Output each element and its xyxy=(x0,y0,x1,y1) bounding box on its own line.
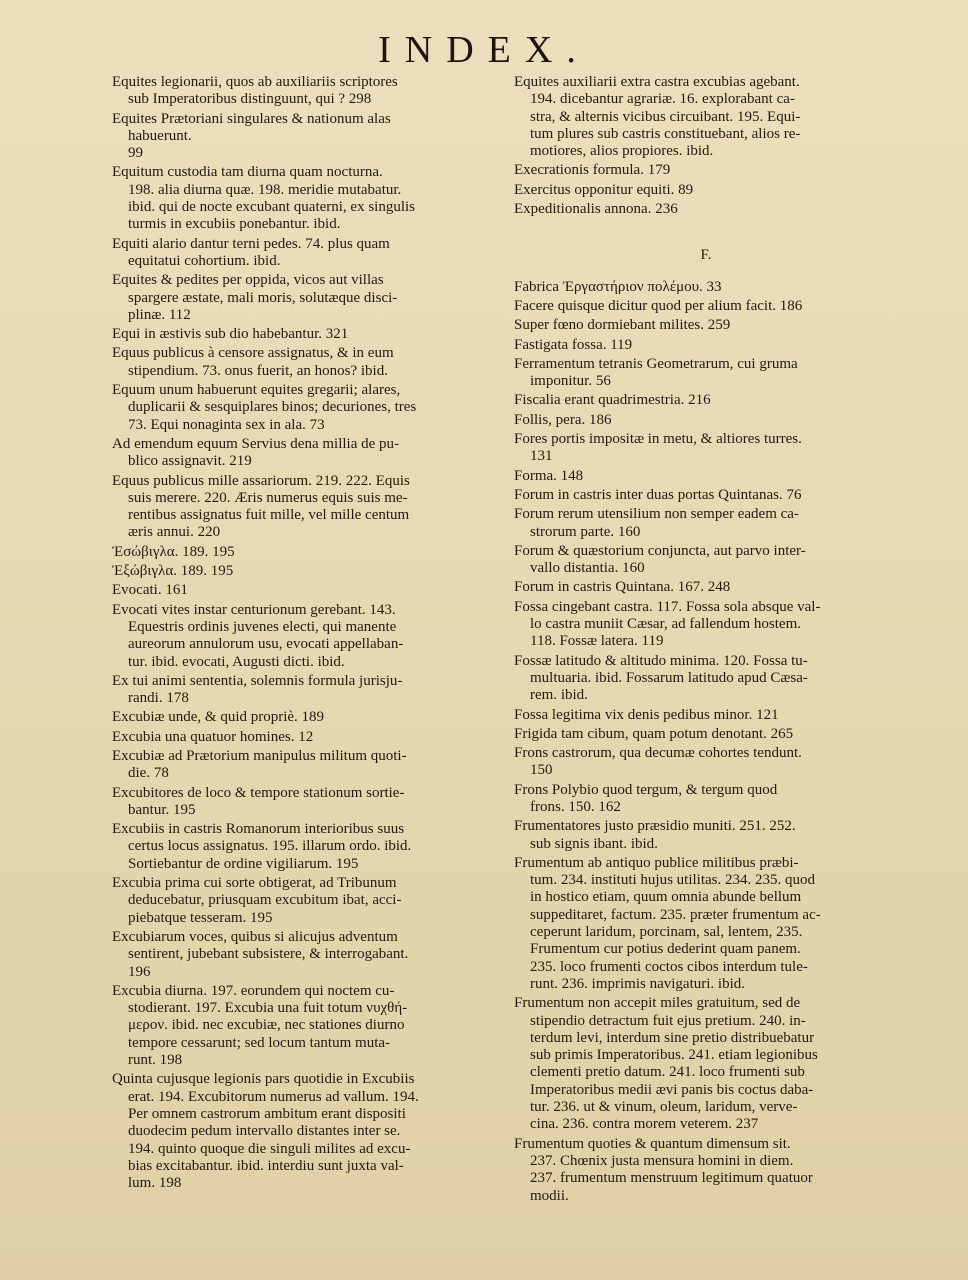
index-entry xyxy=(514,782,898,817)
index-entry xyxy=(112,748,490,783)
index-entry xyxy=(112,563,490,580)
index-entry xyxy=(112,544,490,561)
index-entry xyxy=(514,745,898,780)
index-entry xyxy=(112,272,490,324)
entry-line: Equites legionarii, quos ab auxiliariis scriptores xyxy=(112,74,398,90)
index-entry xyxy=(112,345,490,380)
entry-line: Frigida tam cibum, quam potum denotant. 265 xyxy=(514,725,794,742)
index-entry xyxy=(112,983,490,1069)
entry-line: imponitur. 56 xyxy=(530,373,611,390)
index-entry xyxy=(514,818,898,853)
index-entry xyxy=(112,111,490,163)
entry-line: Excubitores de loco & tempore stationum sortie- xyxy=(112,784,405,801)
index-entry xyxy=(112,164,490,233)
index-entry xyxy=(514,599,898,651)
entry-line: turmis in excubiis ponebantur. ibid. xyxy=(128,216,341,233)
entry-line: Frons castrorum, qua decumæ cohortes tendunt. xyxy=(514,745,802,762)
index-entry xyxy=(514,74,898,160)
entry-line: Excubiæ ad Prætorium manipulus militum quoti- xyxy=(112,747,407,764)
index-entry xyxy=(112,785,490,820)
entry-line: certus locus assignatus. 195. illarum ordo. ibid. xyxy=(128,838,412,855)
entry-line: Excubia prima cui sorte obtigerat, ad Tribunum xyxy=(112,875,397,892)
entry-line: Ex tui animi sententia, solemnis formula jurisju- xyxy=(112,672,403,689)
entry-line: die. 78 xyxy=(128,765,169,782)
index-entry xyxy=(112,382,490,434)
entry-line: Follis, pera. 186 xyxy=(514,411,612,428)
entry-line: cina. 236. contra morem veterem. 237 xyxy=(530,1116,759,1133)
entry-line: Equitum custodia tam diurna quam nocturna. xyxy=(112,164,383,181)
entry-line: motiores, alios propiores. ibid. xyxy=(530,143,714,160)
index-entry xyxy=(514,182,898,199)
entry-line: tum plures sub castris constituebant, alios re- xyxy=(530,125,801,142)
entry-line: 99 xyxy=(128,145,143,162)
entry-line: Execrationis formula. 179 xyxy=(514,162,671,179)
entry-line: rentibus assignatus fuit mille, vel mille centum xyxy=(128,507,410,524)
entry-line: 198. alia diurna quæ. 198. meridie mutabatur. xyxy=(128,181,402,198)
entry-line: habuerunt. xyxy=(128,127,192,144)
entry-line: rem. ibid. xyxy=(530,687,588,704)
entry-line: clementi pretio datum. 241. loco frumenti sub xyxy=(530,1064,805,1081)
entry-line: Equum unum habuerunt equites gregarii; alares, xyxy=(112,382,401,399)
entry-line: 237. frumentum menstruum legitimum quatuor xyxy=(530,1170,813,1187)
entry-line: Excubia diurna. 197. eorundem qui noctem cu- xyxy=(112,982,395,999)
entry-line: æris annui. 220 xyxy=(128,524,221,541)
index-entry xyxy=(112,236,490,271)
index-column-right xyxy=(514,74,898,1207)
index-entry xyxy=(112,929,490,981)
entry-line: ceperunt laridum, porcinam, sal, lentem, 235. xyxy=(530,924,803,941)
entry-line: Quinta cujusque legionis pars quotidie in Excubiis xyxy=(112,1071,415,1088)
entry-line: stra, & alternis vicibus circuibant. 195. Equi- xyxy=(530,108,801,125)
entry-line: Ad emendum equum Servius dena millia de pu- xyxy=(112,435,400,452)
index-entry xyxy=(112,602,490,671)
index-entry xyxy=(514,317,898,334)
entry-line: Fores portis impositæ in metu, & altiores turres. xyxy=(514,431,802,448)
entry-line: Excubiarum voces, quibus si alicujus adventum xyxy=(112,928,398,945)
entry-line: Forum & quæstorium conjuncta, aut parvo inter- xyxy=(514,542,806,559)
entry-line: Equus publicus mille assariorum. 219. 222. Equis xyxy=(112,472,410,489)
page-title: INDEX. xyxy=(378,29,590,71)
index-entry xyxy=(514,707,898,724)
entry-line: Excubia una quatuor homines. 12 xyxy=(112,728,314,745)
entry-line: suis merere. 220. Æris numerus equis suis me- xyxy=(128,489,408,506)
entry-line: equitatui cohortium. ibid. xyxy=(128,252,281,269)
entry-line: Frumentum ab antiquo publice militibus præbi- xyxy=(514,854,799,871)
index-entry xyxy=(514,356,898,391)
entry-line: modii. xyxy=(530,1187,569,1204)
entry-line: sub Imperatoribus distinguunt, qui ? 298 xyxy=(128,91,372,108)
entry-line: erat. 194. Excubitorum numerus ad vallum. 194. xyxy=(128,1088,419,1105)
index-entry xyxy=(514,298,898,315)
entry-line: duodecim pedum intervallo distantes inter se. xyxy=(128,1123,401,1140)
entry-line: vallo distantia. 160 xyxy=(530,560,645,577)
entry-line: Imperatoribus medii ævi panis bis coctus daba- xyxy=(530,1081,814,1098)
entry-line: 194. dicebantur agrariæ. 16. explorabant ca- xyxy=(530,91,795,108)
entry-line: 196 xyxy=(128,963,151,980)
index-entry xyxy=(514,412,898,429)
index-entry xyxy=(514,726,898,743)
entry-line: terdum levi, interdum sine pretio distribuebatur xyxy=(530,1029,815,1046)
index-entry xyxy=(514,201,898,218)
entry-line: Forum rerum utensilium non semper eadem ca- xyxy=(514,506,799,523)
index-entry xyxy=(112,582,490,599)
entry-line: Sortiebantur de ordine vigiliarum. 195 xyxy=(128,855,359,872)
entry-line: 150 xyxy=(530,762,553,779)
entry-line: Forum in castris inter duas portas Quintanas. 76 xyxy=(514,486,802,503)
entry-line: Equites & pedites per oppida, vicos aut villas xyxy=(112,272,384,289)
index-entry xyxy=(514,162,898,179)
entry-line: 235. loco frumenti coctos cibos interdum tule- xyxy=(530,958,808,975)
entry-line: tur. 236. ut & vinum, oleum, laridum, verve- xyxy=(530,1099,798,1116)
entry-line: Excubiæ unde, & quid propriè. 189 xyxy=(112,709,325,726)
index-entry xyxy=(112,875,490,927)
entry-line: 194. quinto quoque die singuli milites ad excu- xyxy=(128,1140,411,1157)
entry-line: blico assignavit. 219 xyxy=(128,453,252,470)
entry-line: sub signis ibant. ibid. xyxy=(530,835,658,852)
entry-line: stodierant. 197. Excubia una fuit totum νυχθή- xyxy=(128,1000,408,1017)
entry-line: aureorum annulorum usu, evocati appellaban- xyxy=(128,636,404,653)
index-entry xyxy=(112,729,490,746)
entry-line: tempore cessarunt; sed locum tantum muta- xyxy=(128,1034,391,1051)
entry-line: Excubiis in castris Romanorum interioribus suus xyxy=(112,821,405,838)
entry-line: runt. 198 xyxy=(128,1052,183,1069)
entry-line: piebatque tesseram. 195 xyxy=(128,909,273,926)
entry-line: Fossa legitima vix denis pedibus minor. 121 xyxy=(514,706,779,723)
entry-line: Expeditionalis annona. 236 xyxy=(514,201,678,218)
index-entry xyxy=(514,1136,898,1205)
entry-line: 73. Equi nonaginta sex in ala. 73 xyxy=(128,416,325,433)
entry-line: Facere quisque dicitur quod per alium facit. 186 xyxy=(514,297,803,314)
entry-line: Fabrica Ἐργαστήριον πολέμου. 33 xyxy=(514,278,722,295)
entry-line: Forma. 148 xyxy=(514,467,584,484)
entry-line: spargere æstate, mali moris, solutæque disci- xyxy=(128,289,398,306)
entry-line: multuaria. ibid. Fossarum latitudo apud Cæsa- xyxy=(530,669,808,686)
index-entry xyxy=(112,821,490,873)
entry-line: deducebatur, priusquam excubitum ibat, acci- xyxy=(128,892,402,909)
entry-line: Equites auxiliarii extra castra excubias agebant. xyxy=(514,74,800,90)
entry-line: sub primis Imperatoribus. 241. etiam legionibus xyxy=(530,1047,818,1064)
index-entry xyxy=(514,431,898,466)
index-entry xyxy=(514,468,898,485)
entry-line: Evocati. 161 xyxy=(112,582,188,599)
entry-line: sentirent, jubebant subsistere, & interrogabant. xyxy=(128,946,409,963)
index-column-left xyxy=(112,74,490,1194)
entry-line: frons. 150. 162 xyxy=(530,798,621,815)
entry-line: plinæ. 112 xyxy=(128,306,191,323)
index-entry xyxy=(514,506,898,541)
index-entry xyxy=(112,436,490,471)
entry-line: 118. Fossæ latera. 119 xyxy=(530,633,664,650)
entry-line: Forum in castris Quintana. 167. 248 xyxy=(514,579,731,596)
index-entry xyxy=(514,855,898,993)
entry-line: Equiti alario dantur terni pedes. 74. plus quam xyxy=(112,235,390,252)
entry-line: Equites Prætoriani singulares & nationum alas xyxy=(112,110,391,127)
index-entries-e xyxy=(514,74,898,218)
entry-line: ibid. qui de nocte excubant quaterni, ex singulis xyxy=(128,199,416,216)
entry-line: Frumentatores justo præsidio muniti. 251. 252. xyxy=(514,818,796,835)
entry-line: tum. 234. instituti hujus utilitas. 234. 235. quod xyxy=(530,872,816,889)
index-entry xyxy=(514,337,898,354)
index-entry xyxy=(112,74,490,109)
entry-line: stipendium. 73. onus fuerit, an honos? ibid. xyxy=(128,362,388,379)
entry-line: strorum parte. 160 xyxy=(530,523,641,540)
entry-line: Fastigata fossa. 119 xyxy=(514,336,633,353)
entry-line: Exercitus opponitur equiti. 89 xyxy=(514,181,694,198)
index-entry xyxy=(112,709,490,726)
entry-line: suppeditaret, factum. 235. præter frumentum ac- xyxy=(530,906,821,923)
entry-line: randi. 178 xyxy=(128,690,189,707)
entry-line: Equus publicus à censore assignatus, & in eum xyxy=(112,345,394,362)
entry-line: Ἐξώβιγλα. 189. 195 xyxy=(112,563,234,580)
index-entry xyxy=(514,279,898,296)
entry-line: Fossæ latitudo & altitudo minima. 120. Fossa tu- xyxy=(514,652,808,669)
entry-line: bias excitabantur. ibid. interdiu sunt juxta val- xyxy=(128,1157,404,1174)
entry-line: Evocati vites instar centurionum gerebant. 143. xyxy=(112,601,396,618)
section-letter: F. xyxy=(700,247,712,264)
entry-line: bantur. 195 xyxy=(128,801,196,818)
index-entry xyxy=(514,392,898,409)
entry-line: 237. Chœnix justa mensura homini in diem. xyxy=(530,1152,794,1169)
entry-line: Frumentum quoties & quantum dimensum sit. xyxy=(514,1135,791,1152)
entry-line: Fiscalia erant quadrimestria. 216 xyxy=(514,392,711,409)
entry-line: lo castra muniit Cæsar, ad fallendum hostem. xyxy=(530,616,802,633)
index-entry xyxy=(514,543,898,578)
index-entry xyxy=(112,1071,490,1192)
entry-line: Ἐσώβιγλα. 189. 195 xyxy=(112,543,235,560)
entry-line: Per omnem castrorum ambitum erant dispositi xyxy=(128,1105,406,1122)
entry-line: Frumentum non accepit miles gratuitum, sed de xyxy=(514,995,801,1012)
entry-line: Frons Polybio quod tergum, & tergum quod xyxy=(514,781,778,798)
index-entries-f xyxy=(514,279,898,1205)
index-entry xyxy=(112,673,490,708)
index-entry xyxy=(514,995,898,1133)
entry-line: runt. 236. imprimis navigaturi. ibid. xyxy=(530,975,745,992)
index-entry xyxy=(112,473,490,542)
entry-line: Super fœno dormiebant milites. 259 xyxy=(514,317,731,334)
entry-line: μερον. ibid. nec excubiæ, nec stationes diurno xyxy=(128,1017,405,1034)
entry-line: Equestris ordinis juvenes electi, qui manente xyxy=(128,618,397,635)
entry-line: Fossa cingebant castra. 117. Fossa sola absque val- xyxy=(514,598,821,615)
entry-line: lum. 198 xyxy=(128,1175,182,1192)
index-entry xyxy=(112,326,490,343)
index-entry xyxy=(514,487,898,504)
entry-line: Ferramentum tetranis Geometrarum, cui gruma xyxy=(514,355,798,372)
entry-line: in hostico etiam, quum omnia abunde bellum xyxy=(530,889,802,906)
entry-line: tur. ibid. evocati, Augusti dicti. ibid. xyxy=(128,653,345,670)
entry-line: Equi in æstivis sub dio habebantur. 321 xyxy=(112,326,349,343)
entry-line: 131 xyxy=(530,448,553,465)
index-entry xyxy=(514,579,898,596)
index-entry xyxy=(514,653,898,705)
entry-line: duplicarii & sesquiplares binos; decuriones, tres xyxy=(128,399,417,416)
entry-line: Frumentum cur potius dederint quam panem. xyxy=(530,941,801,958)
entry-line: stipendio detractum fuit ejus pretium. 240. in- xyxy=(530,1012,806,1029)
